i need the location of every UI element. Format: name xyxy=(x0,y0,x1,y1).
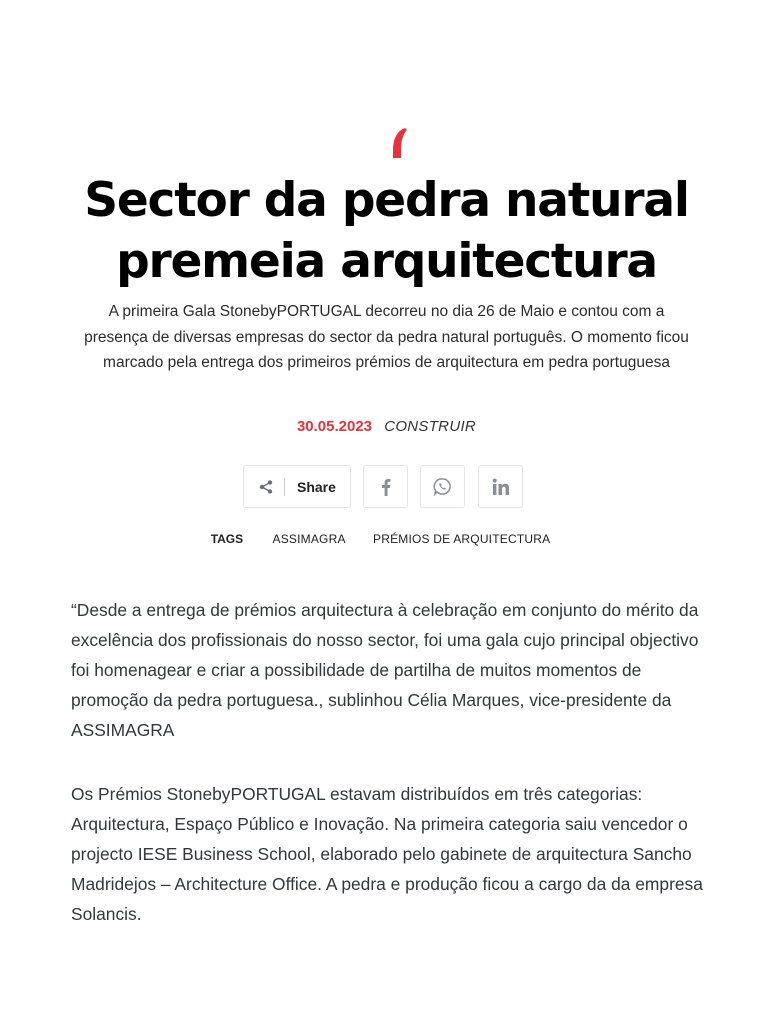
title-line-2: premeia arquitectura xyxy=(116,234,657,289)
facebook-share-button[interactable] xyxy=(363,465,408,508)
title-line-1: Sector da pedra natural xyxy=(84,173,689,228)
share-bar xyxy=(0,465,773,509)
tag-link-assimagra[interactable]: ASSIMAGRA xyxy=(272,532,346,546)
share-button[interactable] xyxy=(243,465,351,508)
article-paragraph-2: Os Prémios StonebyPORTUGAL estavam distribuídos em três categorias: Arquitectura, Espaço Público e Inovação. Na primeira categoria saiu vencedor o projecto IESE Business School, elaborado pelo gabinete de arquitectura Sancho Madridejos – Architecture Office. A pedra e produção ficou a cargo da da empresa Solancis. xyxy=(71,784,703,924)
article-lead: A primeira Gala StonebyPORTUGAL decorreu no dia 26 de Maio e contou com a presença de diversas empresas do sector da pedra natural português. O momento ficou marcado pela entrega dos primeiros prémios de arquitectura em pedra portuguesa xyxy=(84,303,689,371)
page-title xyxy=(0,170,773,292)
share-icon xyxy=(258,479,274,495)
article-date: 30.05.2023 xyxy=(296,418,373,435)
article-category-link[interactable]: CONSTRUIR xyxy=(384,418,477,435)
facebook-icon xyxy=(381,478,391,496)
brand-mark-icon xyxy=(391,128,407,158)
share-divider xyxy=(284,478,285,496)
whatsapp-share-button[interactable] xyxy=(420,465,465,508)
linkedin-icon xyxy=(492,478,510,496)
article-paragraph-1: “Desde a entrega de prémios arquitectura à celebração em conjunto do mérito da excelência dos profissionais do nosso sector, foi uma gala cujo principal objectivo foi homenagear e criar a possibilidade de partilha de muitos momentos de promoção da pedra portuguesa., sublinhou Célia Marques, vice-presidente da ASSIMAGRA xyxy=(71,600,699,740)
article-meta xyxy=(0,418,773,435)
whatsapp-icon xyxy=(433,477,452,496)
linkedin-share-button[interactable] xyxy=(478,465,523,508)
share-label: Share xyxy=(297,478,336,495)
tag-link-premios-de-arquitectura[interactable]: PRÉMIOS DE ARQUITECTURA xyxy=(373,532,551,546)
tags-list xyxy=(0,532,773,546)
tags-label: TAGS xyxy=(210,532,244,546)
